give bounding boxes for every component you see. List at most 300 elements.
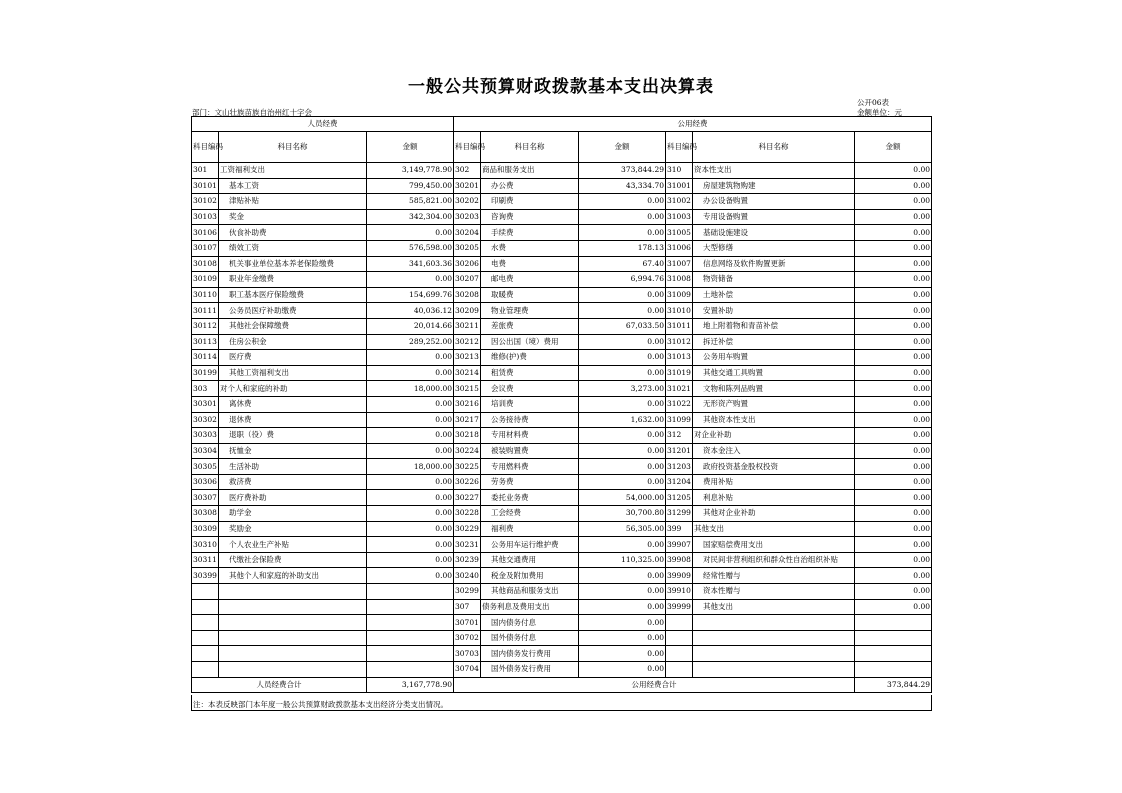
public-amount-cell: 178.13 — [579, 240, 666, 256]
public-amount-cell: 6,994.76 — [579, 272, 666, 288]
header-row-group — [192, 117, 932, 132]
personnel-name-cell: 医疗费 — [219, 350, 367, 366]
capital-name-cell — [693, 646, 855, 662]
public-amount-cell: 0.00 — [579, 646, 666, 662]
public-amount-cell: 1,632.00 — [579, 412, 666, 428]
name-header: 科目名称 — [693, 132, 855, 163]
code-header: 科目编码 — [666, 132, 693, 163]
personnel-amount-cell: 576,598.00 — [367, 240, 454, 256]
public-code-cell: 30212 — [454, 334, 481, 350]
capital-name-cell: 信息网络及软件购置更新 — [693, 256, 855, 272]
public-code-cell: 30227 — [454, 490, 481, 506]
personnel-code-cell: 30102 — [192, 194, 219, 210]
personnel-amount-cell: 0.00 — [367, 365, 454, 381]
personnel-code-cell — [192, 599, 219, 615]
personnel-amount-cell — [367, 615, 454, 631]
public-amount-cell: 54,000.00 — [579, 490, 666, 506]
public-name-cell: 水费 — [481, 240, 579, 256]
capital-amount-cell: 0.00 — [855, 303, 932, 319]
personnel-code-cell: 30114 — [192, 350, 219, 366]
capital-code-cell: 31299 — [666, 506, 693, 522]
public-code-cell: 30213 — [454, 350, 481, 366]
public-amount-cell: 0.00 — [579, 209, 666, 225]
table-row — [192, 662, 932, 678]
table-row — [192, 318, 932, 334]
capital-amount-cell: 0.00 — [855, 287, 932, 303]
public-amount-cell: 0.00 — [579, 615, 666, 631]
amount-header: 金额 — [367, 132, 454, 163]
capital-amount-cell: 0.00 — [855, 459, 932, 475]
personnel-amount-cell: 0.00 — [367, 506, 454, 522]
personnel-code-cell: 30303 — [192, 428, 219, 444]
public-name-cell: 咨询费 — [481, 209, 579, 225]
public-name-cell: 电费 — [481, 256, 579, 272]
table-row — [192, 630, 932, 646]
capital-name-cell: 国家赔偿费用支出 — [693, 537, 855, 553]
capital-name-cell: 其他资本性支出 — [693, 412, 855, 428]
public-name-cell: 福利费 — [481, 521, 579, 537]
personnel-code-cell: 301 — [192, 163, 219, 179]
personnel-name-cell: 对个人和家庭的补助 — [219, 381, 367, 397]
capital-name-cell — [693, 630, 855, 646]
public-header: 公用经费 — [454, 117, 932, 132]
public-amount-cell: 0.00 — [579, 287, 666, 303]
table-row — [192, 443, 932, 459]
personnel-name-cell — [219, 630, 367, 646]
personnel-amount-cell — [367, 599, 454, 615]
personnel-code-cell — [192, 584, 219, 600]
capital-code-cell: 39907 — [666, 537, 693, 553]
public-amount-cell: 373,844.29 — [579, 163, 666, 179]
public-amount-cell: 56,305.00 — [579, 521, 666, 537]
personnel-code-cell — [192, 630, 219, 646]
capital-amount-cell: 0.00 — [855, 365, 932, 381]
public-amount-cell: 0.00 — [579, 303, 666, 319]
personnel-name-cell: 奖金 — [219, 209, 367, 225]
personnel-code-cell — [192, 615, 219, 631]
capital-code-cell: 31012 — [666, 334, 693, 350]
table-row — [192, 568, 932, 584]
table-row — [192, 459, 932, 475]
public-code-cell: 30218 — [454, 428, 481, 444]
capital-name-cell: 经常性赠与 — [693, 568, 855, 584]
personnel-amount-cell: 0.00 — [367, 537, 454, 553]
capital-amount-cell — [855, 662, 932, 678]
public-amount-cell: 0.00 — [579, 459, 666, 475]
public-name-cell: 专用燃料费 — [481, 459, 579, 475]
table-row — [192, 178, 932, 194]
personnel-code-cell: 30301 — [192, 396, 219, 412]
public-code-cell: 30703 — [454, 646, 481, 662]
code-header: 科目编码 — [454, 132, 481, 163]
personnel-name-cell — [219, 599, 367, 615]
public-name-cell: 差旅费 — [481, 318, 579, 334]
personnel-amount-cell: 3,149,778.90 — [367, 163, 454, 179]
public-amount-cell: 0.00 — [579, 443, 666, 459]
public-name-cell: 债务利息及费用支出 — [481, 599, 579, 615]
capital-name-cell — [693, 615, 855, 631]
table-row — [192, 646, 932, 662]
capital-amount-cell: 0.00 — [855, 568, 932, 584]
capital-amount-cell: 0.00 — [855, 599, 932, 615]
personnel-amount-cell: 799,450.00 — [367, 178, 454, 194]
personnel-name-cell: 其他个人和家庭的补助支出 — [219, 568, 367, 584]
public-amount-cell: 0.00 — [579, 365, 666, 381]
table-row — [192, 287, 932, 303]
personnel-amount-cell: 342,304.00 — [367, 209, 454, 225]
capital-amount-cell: 0.00 — [855, 521, 932, 537]
personnel-amount-cell: 585,821.00 — [367, 194, 454, 210]
public-amount-cell: 0.00 — [579, 474, 666, 490]
capital-code-cell: 31001 — [666, 178, 693, 194]
capital-code-cell: 31204 — [666, 474, 693, 490]
public-name-cell: 手续费 — [481, 225, 579, 241]
personnel-name-cell — [219, 662, 367, 678]
table-row — [192, 521, 932, 537]
capital-code-cell: 310 — [666, 163, 693, 179]
public-code-cell: 30228 — [454, 506, 481, 522]
public-name-cell: 邮电费 — [481, 272, 579, 288]
form-number: 公开06表 — [857, 98, 890, 107]
capital-amount-cell: 0.00 — [855, 552, 932, 568]
table-row — [192, 225, 932, 241]
name-header: 科目名称 — [481, 132, 579, 163]
personnel-name-cell: 职业年金缴费 — [219, 272, 367, 288]
personnel-code-cell: 30101 — [192, 178, 219, 194]
public-amount-cell: 110,325.00 — [579, 552, 666, 568]
personnel-amount-cell: 341,603.36 — [367, 256, 454, 272]
personnel-code-cell: 30113 — [192, 334, 219, 350]
personnel-code-cell: 30308 — [192, 506, 219, 522]
personnel-code-cell: 30112 — [192, 318, 219, 334]
personnel-name-cell: 其他社会保障缴费 — [219, 318, 367, 334]
capital-code-cell: 31006 — [666, 240, 693, 256]
public-name-cell: 商品和服务支出 — [481, 163, 579, 179]
table-row — [192, 334, 932, 350]
capital-name-cell: 政府投资基金股权投资 — [693, 459, 855, 475]
capital-amount-cell: 0.00 — [855, 506, 932, 522]
public-name-cell: 工会经费 — [481, 506, 579, 522]
capital-amount-cell: 0.00 — [855, 381, 932, 397]
capital-code-cell: 31201 — [666, 443, 693, 459]
personnel-name-cell: 公务员医疗补助缴费 — [219, 303, 367, 319]
capital-name-cell: 对民间非营利组织和群众性自治组织补贴 — [693, 552, 855, 568]
table-row — [192, 615, 932, 631]
public-name-cell: 其他交通费用 — [481, 552, 579, 568]
capital-amount-cell: 0.00 — [855, 163, 932, 179]
personnel-name-cell: 退职（役）费 — [219, 428, 367, 444]
capital-code-cell: 31008 — [666, 272, 693, 288]
personnel-amount-cell: 0.00 — [367, 350, 454, 366]
capital-name-cell: 土地补偿 — [693, 287, 855, 303]
table-row — [192, 240, 932, 256]
personnel-amount-cell: 0.00 — [367, 428, 454, 444]
personnel-amount-cell: 0.00 — [367, 412, 454, 428]
personnel-amount-cell — [367, 662, 454, 678]
capital-name-cell: 其他交通工具购置 — [693, 365, 855, 381]
personnel-name-cell: 抚恤金 — [219, 443, 367, 459]
capital-code-cell: 31005 — [666, 225, 693, 241]
personnel-name-cell: 离休费 — [219, 396, 367, 412]
personnel-name-cell: 生活补助 — [219, 459, 367, 475]
name-header: 科目名称 — [219, 132, 367, 163]
capital-code-cell — [666, 662, 693, 678]
capital-code-cell — [666, 630, 693, 646]
capital-name-cell: 利息补贴 — [693, 490, 855, 506]
personnel-code-cell: 30306 — [192, 474, 219, 490]
table-row — [192, 537, 932, 553]
personnel-amount-cell: 289,252.00 — [367, 334, 454, 350]
capital-code-cell: 39910 — [666, 584, 693, 600]
expenditure-table — [191, 116, 932, 693]
public-name-cell: 委托业务费 — [481, 490, 579, 506]
table-row — [192, 209, 932, 225]
personnel-code-cell: 30103 — [192, 209, 219, 225]
capital-amount-cell: 0.00 — [855, 225, 932, 241]
capital-name-cell: 文物和陈列品购置 — [693, 381, 855, 397]
capital-code-cell: 31010 — [666, 303, 693, 319]
personnel-code-cell: 30399 — [192, 568, 219, 584]
public-code-cell: 30229 — [454, 521, 481, 537]
public-name-cell: 公务接待费 — [481, 412, 579, 428]
public-code-cell: 30240 — [454, 568, 481, 584]
public-code-cell: 30702 — [454, 630, 481, 646]
capital-name-cell: 费用补贴 — [693, 474, 855, 490]
public-code-cell: 30701 — [454, 615, 481, 631]
public-total-label: 公用经费合计 — [454, 677, 855, 692]
personnel-name-cell — [219, 584, 367, 600]
table-row — [192, 584, 932, 600]
public-amount-cell: 0.00 — [579, 334, 666, 350]
personnel-name-cell: 代缴社会保险费 — [219, 552, 367, 568]
capital-amount-cell: 0.00 — [855, 537, 932, 553]
department-label: 部门：文山壮族苗族自治州红十字会 — [192, 108, 312, 117]
personnel-amount-cell: 20,014.66 — [367, 318, 454, 334]
capital-amount-cell: 0.00 — [855, 412, 932, 428]
capital-name-cell: 办公设备购置 — [693, 194, 855, 210]
capital-amount-cell: 0.00 — [855, 318, 932, 334]
public-name-cell: 印刷费 — [481, 194, 579, 210]
capital-code-cell: 39999 — [666, 599, 693, 615]
public-amount-cell: 67,033.50 — [579, 318, 666, 334]
capital-name-cell: 基础设施建设 — [693, 225, 855, 241]
table-row — [192, 396, 932, 412]
public-code-cell: 30216 — [454, 396, 481, 412]
personnel-code-cell: 30307 — [192, 490, 219, 506]
capital-amount-cell: 0.00 — [855, 474, 932, 490]
public-name-cell: 其他商品和服务支出 — [481, 584, 579, 600]
table-row — [192, 272, 932, 288]
public-code-cell: 30205 — [454, 240, 481, 256]
public-amount-cell: 0.00 — [579, 350, 666, 366]
amount-header: 金额 — [855, 132, 932, 163]
public-name-cell: 劳务费 — [481, 474, 579, 490]
capital-amount-cell: 0.00 — [855, 490, 932, 506]
public-code-cell: 307 — [454, 599, 481, 615]
capital-code-cell: 31205 — [666, 490, 693, 506]
personnel-code-cell: 30305 — [192, 459, 219, 475]
page-title: 一般公共预算财政拨款基本支出决算表 — [408, 77, 714, 97]
capital-code-cell: 31019 — [666, 365, 693, 381]
personnel-name-cell: 医疗费补助 — [219, 490, 367, 506]
public-code-cell: 30299 — [454, 584, 481, 600]
public-code-cell: 30208 — [454, 287, 481, 303]
personnel-name-cell: 个人农业生产补贴 — [219, 537, 367, 553]
personnel-amount-cell: 0.00 — [367, 272, 454, 288]
personnel-code-cell: 30110 — [192, 287, 219, 303]
table-row — [192, 474, 932, 490]
capital-name-cell: 物资储备 — [693, 272, 855, 288]
personnel-name-cell — [219, 646, 367, 662]
capital-code-cell: 312 — [666, 428, 693, 444]
public-amount-cell: 0.00 — [579, 225, 666, 241]
personnel-name-cell: 职工基本医疗保险缴费 — [219, 287, 367, 303]
capital-code-cell: 31021 — [666, 381, 693, 397]
capital-name-cell: 地上附着物和青苗补偿 — [693, 318, 855, 334]
capital-code-cell: 39909 — [666, 568, 693, 584]
amount-header: 金额 — [579, 132, 666, 163]
public-amount-cell: 67.40 — [579, 256, 666, 272]
table-row — [192, 303, 932, 319]
capital-amount-cell — [855, 646, 932, 662]
table-row — [192, 365, 932, 381]
personnel-amount-cell: 18,000.00 — [367, 381, 454, 397]
public-amount-cell: 0.00 — [579, 537, 666, 553]
capital-name-cell: 无形资产购置 — [693, 396, 855, 412]
public-code-cell: 30239 — [454, 552, 481, 568]
table-row — [192, 194, 932, 210]
public-name-cell: 税金及附加费用 — [481, 568, 579, 584]
capital-amount-cell — [855, 630, 932, 646]
personnel-code-cell — [192, 662, 219, 678]
personnel-name-cell: 奖励金 — [219, 521, 367, 537]
public-code-cell: 30202 — [454, 194, 481, 210]
capital-name-cell: 资本性赠与 — [693, 584, 855, 600]
table-row — [192, 256, 932, 272]
public-name-cell: 维修(护)费 — [481, 350, 579, 366]
personnel-amount-cell — [367, 630, 454, 646]
personnel-code-cell: 303 — [192, 381, 219, 397]
capital-amount-cell: 0.00 — [855, 272, 932, 288]
personnel-code-cell: 30111 — [192, 303, 219, 319]
capital-name-cell: 公务用车购置 — [693, 350, 855, 366]
capital-amount-cell: 0.00 — [855, 334, 932, 350]
public-amount-cell: 43,334.70 — [579, 178, 666, 194]
public-name-cell: 国外债务付息 — [481, 630, 579, 646]
personnel-code-cell: 30109 — [192, 272, 219, 288]
capital-amount-cell — [855, 615, 932, 631]
personnel-amount-cell — [367, 584, 454, 600]
personnel-amount-cell: 0.00 — [367, 568, 454, 584]
totals-row — [192, 677, 932, 692]
public-name-cell: 专用材料费 — [481, 428, 579, 444]
capital-code-cell: 399 — [666, 521, 693, 537]
personnel-amount-cell: 0.00 — [367, 225, 454, 241]
table-row — [192, 163, 932, 179]
public-name-cell: 因公出国（境）费用 — [481, 334, 579, 350]
personnel-name-cell: 救济费 — [219, 474, 367, 490]
public-name-cell: 租赁费 — [481, 365, 579, 381]
capital-amount-cell: 0.00 — [855, 428, 932, 444]
public-name-cell: 物业管理费 — [481, 303, 579, 319]
capital-name-cell: 其他支出 — [693, 521, 855, 537]
capital-name-cell: 安置补助 — [693, 303, 855, 319]
table-row — [192, 412, 932, 428]
public-code-cell: 30211 — [454, 318, 481, 334]
public-amount-cell: 3,273.00 — [579, 381, 666, 397]
personnel-name-cell: 津贴补贴 — [219, 194, 367, 210]
capital-code-cell: 31022 — [666, 396, 693, 412]
capital-code-cell: 31203 — [666, 459, 693, 475]
personnel-total-label: 人员经费合计 — [192, 677, 367, 692]
capital-name-cell: 对企业补助 — [693, 428, 855, 444]
personnel-amount-cell: 0.00 — [367, 474, 454, 490]
public-amount-cell: 0.00 — [579, 584, 666, 600]
public-code-cell: 302 — [454, 163, 481, 179]
capital-name-cell: 专用设备购置 — [693, 209, 855, 225]
personnel-amount-cell: 0.00 — [367, 443, 454, 459]
capital-code-cell: 31013 — [666, 350, 693, 366]
personnel-code-cell: 30199 — [192, 365, 219, 381]
public-name-cell: 办公费 — [481, 178, 579, 194]
personnel-code-cell: 30310 — [192, 537, 219, 553]
table-note: 注：本表反映部门本年度一般公共预算财政拨款基本支出经济分类支出情况。 — [193, 700, 448, 709]
capital-amount-cell: 0.00 — [855, 256, 932, 272]
capital-name-cell: 其他对企业补助 — [693, 506, 855, 522]
personnel-amount-cell: 0.00 — [367, 490, 454, 506]
public-amount-cell: 0.00 — [579, 194, 666, 210]
public-code-cell: 30217 — [454, 412, 481, 428]
public-code-cell: 30231 — [454, 537, 481, 553]
personnel-code-cell: 30302 — [192, 412, 219, 428]
personnel-name-cell: 基本工资 — [219, 178, 367, 194]
personnel-amount-cell: 0.00 — [367, 396, 454, 412]
table-row — [192, 428, 932, 444]
capital-code-cell: 31009 — [666, 287, 693, 303]
unit-label: 金额单位：元 — [857, 108, 902, 117]
personnel-name-cell: 伙食补助费 — [219, 225, 367, 241]
capital-code-cell: 31099 — [666, 412, 693, 428]
personnel-total-value: 3,167,778.90 — [367, 677, 454, 692]
public-amount-cell: 0.00 — [579, 630, 666, 646]
personnel-name-cell: 绩效工资 — [219, 240, 367, 256]
capital-code-cell: 31003 — [666, 209, 693, 225]
code-header: 科目编码 — [192, 132, 219, 163]
personnel-amount-cell: 40,036.12 — [367, 303, 454, 319]
public-name-cell: 公务用车运行维护费 — [481, 537, 579, 553]
personnel-name-cell — [219, 615, 367, 631]
public-name-cell: 国内债务发行费用 — [481, 646, 579, 662]
personnel-amount-cell: 154,699.76 — [367, 287, 454, 303]
public-code-cell: 30207 — [454, 272, 481, 288]
public-code-cell: 30224 — [454, 443, 481, 459]
personnel-name-cell: 其他工资福利支出 — [219, 365, 367, 381]
public-amount-cell: 0.00 — [579, 396, 666, 412]
public-code-cell: 30203 — [454, 209, 481, 225]
table-row — [192, 490, 932, 506]
capital-name-cell — [693, 662, 855, 678]
public-code-cell: 30201 — [454, 178, 481, 194]
personnel-code-cell: 30106 — [192, 225, 219, 241]
public-code-cell: 30215 — [454, 381, 481, 397]
public-amount-cell: 0.00 — [579, 599, 666, 615]
public-name-cell: 取暖费 — [481, 287, 579, 303]
capital-amount-cell: 0.00 — [855, 396, 932, 412]
personnel-name-cell: 退休费 — [219, 412, 367, 428]
capital-code-cell: 31002 — [666, 194, 693, 210]
public-total-value: 373,844.29 — [855, 677, 932, 692]
capital-code-cell — [666, 646, 693, 662]
